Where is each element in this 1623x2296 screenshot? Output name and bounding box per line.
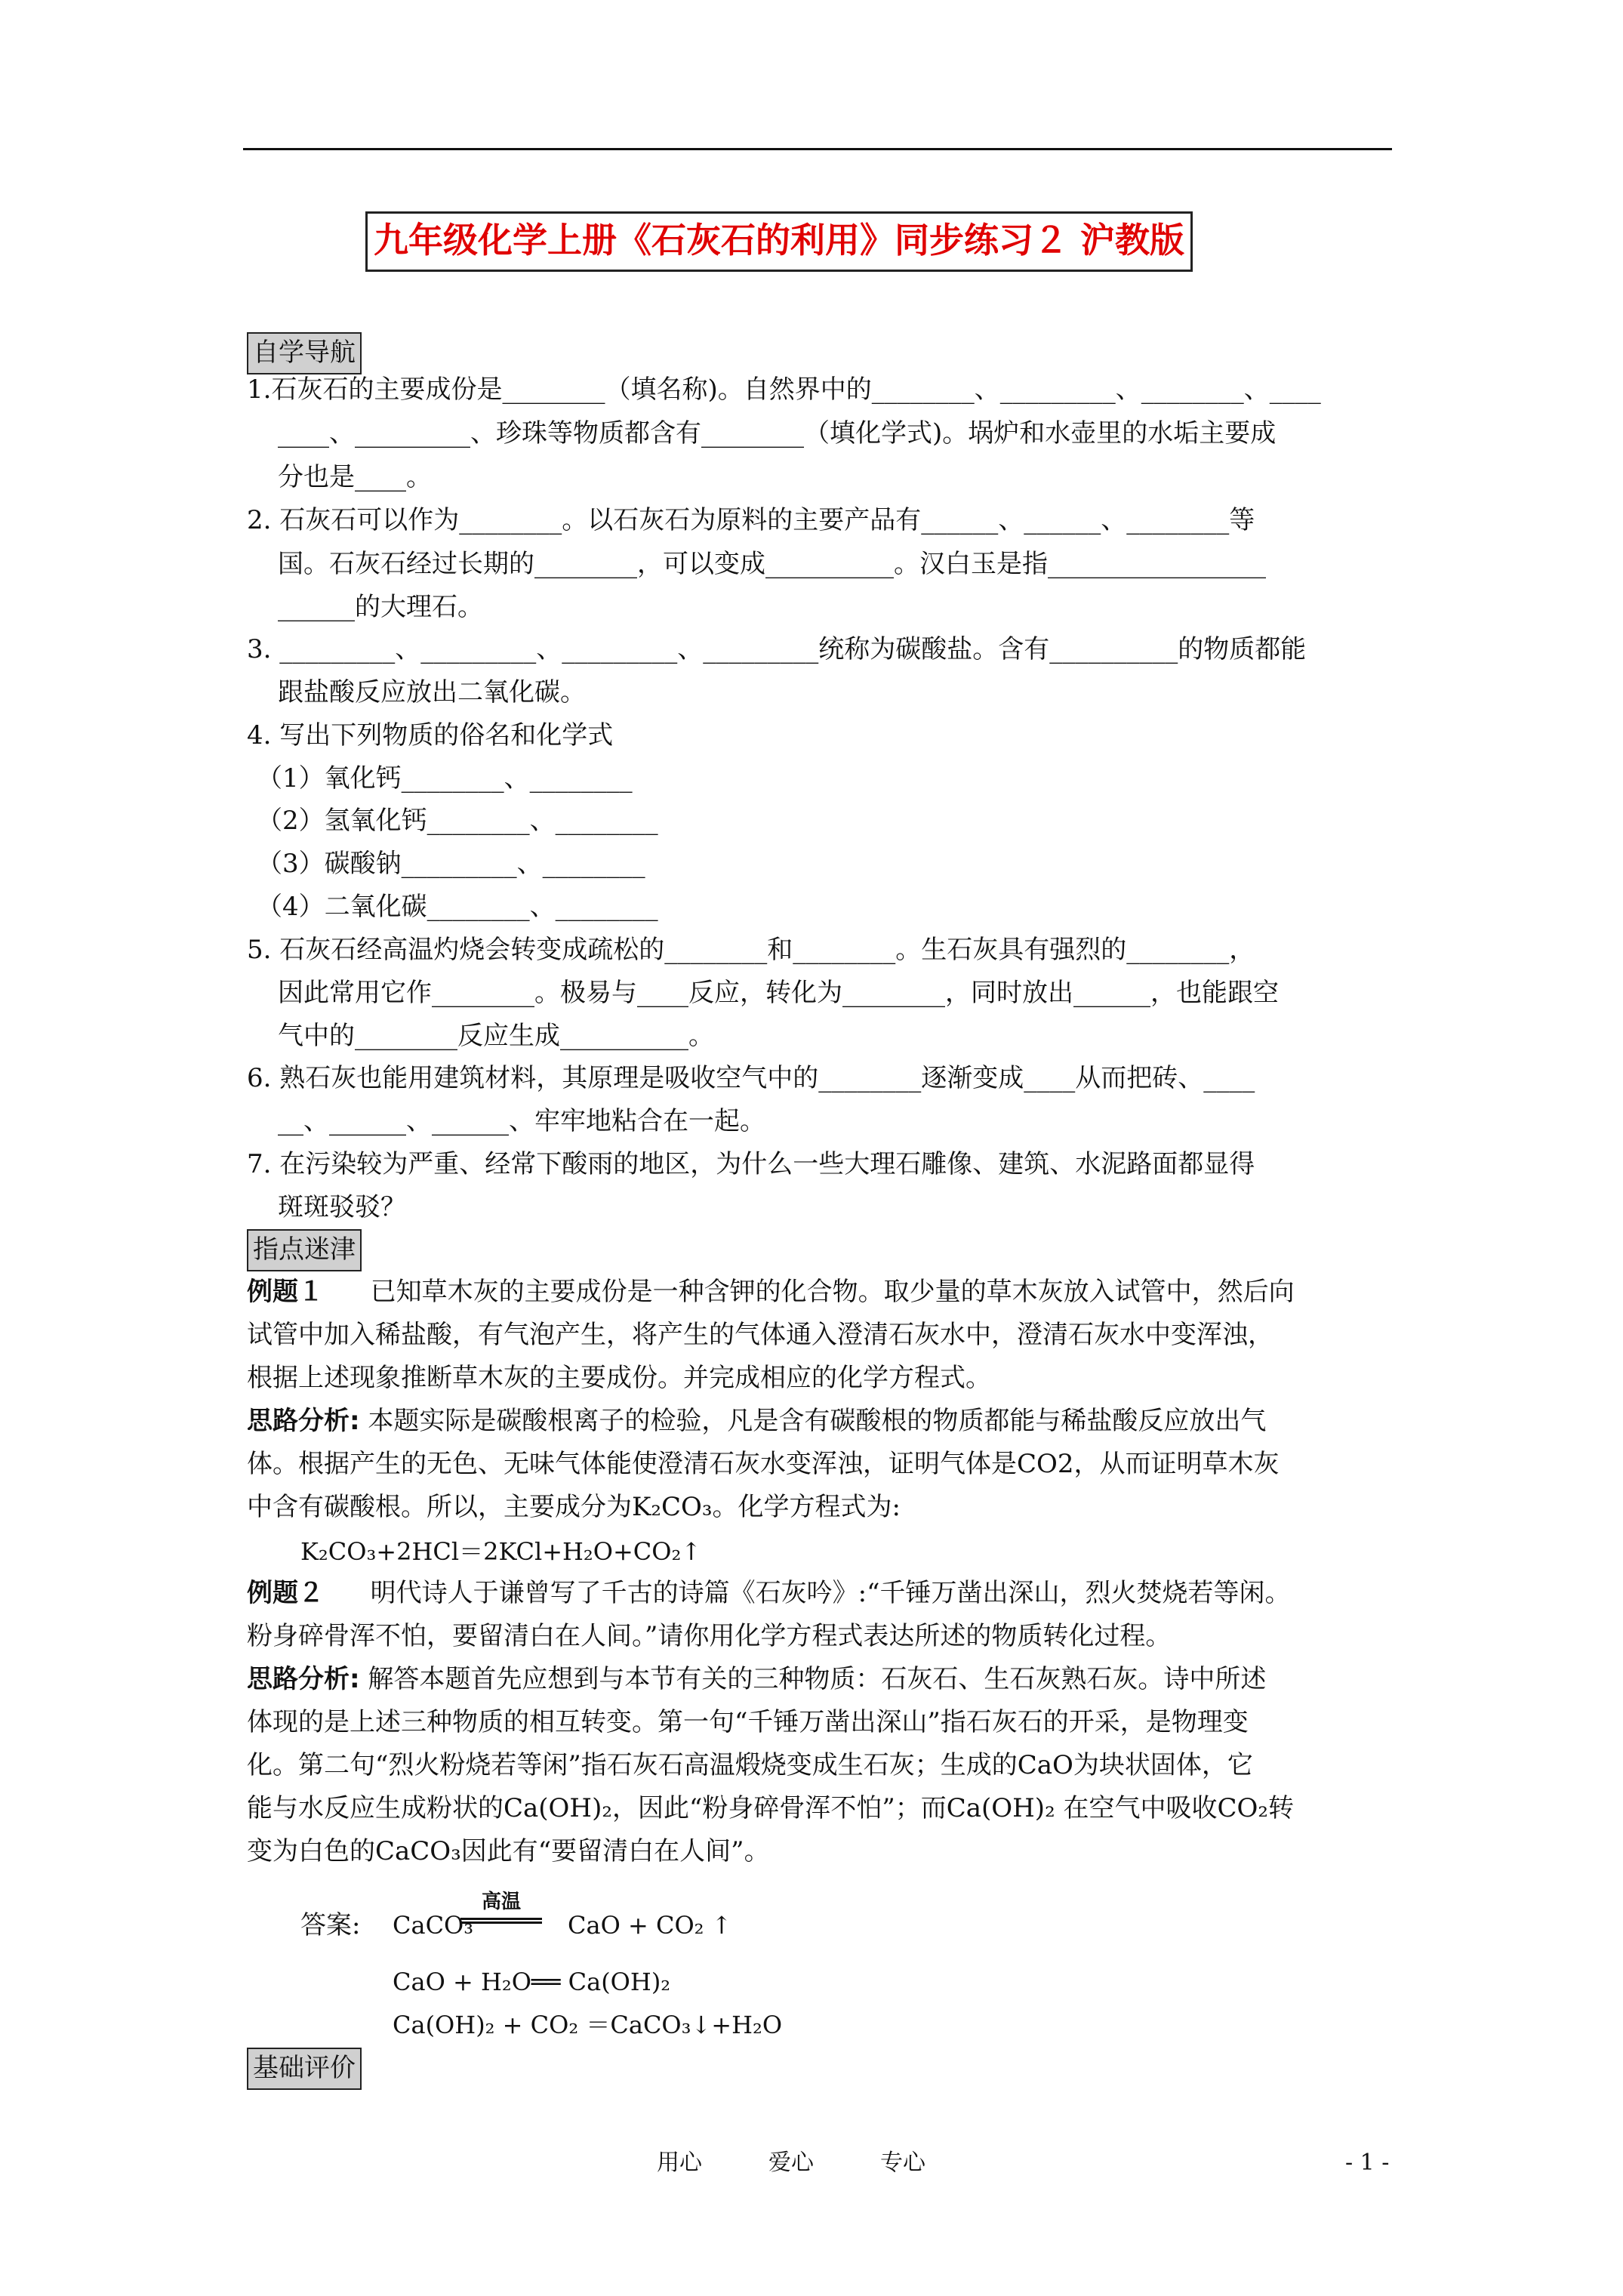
header-rule bbox=[243, 148, 1392, 150]
q5-line3: 气中的________反应生成__________。 bbox=[278, 1021, 714, 1051]
q1-line1: 1.石灰石的主要成份是________（填名称)。自然界中的________、_________、________、____ bbox=[247, 374, 1321, 405]
example2-analysis-line3: 化。第二句“烈火粉烧若等闲”指石灰石高温煅烧变成生石灰；生成的CaO为块状固体，它 bbox=[247, 1750, 1253, 1780]
example2-label: 例题２ bbox=[247, 1578, 324, 1608]
q7-line1: 7. 在污染较为严重、经常下酸雨的地区，为什么一些大理石雕像、建筑、水泥路面都显得 bbox=[247, 1149, 1255, 1179]
answer-eq1-right: CaO + CO₂ ↑ bbox=[568, 1911, 732, 1940]
example1-line3: 根据上述现象推断草木灰的主要成份。并完成相应的化学方程式。 bbox=[247, 1363, 991, 1393]
example2-line1 bbox=[247, 1578, 1290, 1608]
answer-eq2: CaO + H₂O══ Ca(OH)₂ bbox=[393, 1968, 671, 1996]
example1-analysis-line2: 体。根据产生的无色、无味气体能使澄清石灰水变浑浊，证明气体是CO2，从而证明草木灰 bbox=[247, 1449, 1280, 1479]
q2-line2: 国。石灰石经过长期的________，可以变成__________。汉白玉是指_________________ bbox=[278, 549, 1266, 579]
answer-label: 答案: bbox=[300, 1910, 361, 1940]
q1-line2: ____、_________、珍珠等物质都含有________（填化学式)。埚炉和水壶里的水垢主要成 bbox=[278, 418, 1277, 448]
answer-eq3: Ca(OH)₂ + CO₂ ＝CaCO₃↓+H₂O bbox=[393, 2011, 783, 2039]
q4-line1: 4. 写出下列物质的俗名和化学式 bbox=[247, 720, 614, 750]
answer-eq1-left: CaCO₃ bbox=[393, 1911, 474, 1940]
example1-analysis-line1 bbox=[247, 1406, 1266, 1436]
example2-analysis-line2: 体现的是上述三种物质的相互转变。第一句“千锤万凿出深山”指石灰石的开采，是物理变 bbox=[247, 1707, 1249, 1737]
q3-line2: 跟盐酸反应放出二氧化碳。 bbox=[278, 677, 586, 707]
q1-line3: 分也是____。 bbox=[278, 462, 432, 492]
example2-analysis-line4: 能与水反应生成粉状的Ca(OH)₂，因此“粉身碎骨浑不怕”；而Ca(OH)₂ 在空气中吸收CO₂转 bbox=[247, 1793, 1295, 1823]
q6-line1: 6. 熟石灰也能用建筑材料，其原理是吸收空气中的________逐渐变成____从而把砖、____ bbox=[247, 1063, 1255, 1093]
section-guidance: 指点迷津 bbox=[247, 1229, 362, 1271]
q2-line3: ______的大理石。 bbox=[278, 592, 483, 622]
page-number: - 1 - bbox=[1345, 2150, 1390, 2176]
example2-analysis-line1 bbox=[247, 1664, 1266, 1694]
q5-line2: 因此常用它作________。极易与____反应，转化为________，同时放出______，也能跟空 bbox=[278, 978, 1279, 1008]
example1-line1 bbox=[247, 1277, 1295, 1307]
answer-eq1-arrow bbox=[460, 1918, 542, 1924]
q3-line1: 3. _________、_________、_________、_________统称为碳酸盐。含有__________的物质都能 bbox=[247, 634, 1307, 664]
example2-text1: 明代诗人于谦曾写了千古的诗篇《石灰吟》:“千锤万凿出深山，烈火焚烧若等闲。 bbox=[370, 1578, 1291, 1608]
example1-analysis-text1: 本题实际是碳酸根离子的检验，凡是含有碳酸根的物质都能与稀盐酸反应放出气 bbox=[368, 1406, 1267, 1436]
q2-line1: 2. 石灰石可以作为________。以石灰石为原料的主要产品有______、______、________等 bbox=[247, 505, 1255, 535]
section-basic-eval: 基础评价 bbox=[247, 2048, 362, 2090]
q4-item2: （2）氢氧化钙________、________ bbox=[257, 806, 658, 836]
q6-line2: __、______、______、牢牢地粘合在一起。 bbox=[278, 1106, 765, 1136]
footer-word-1: 用心 bbox=[657, 2150, 702, 2176]
footer-word-3: 专心 bbox=[880, 2150, 925, 2176]
example2-analysis-label: 思路分析: bbox=[247, 1664, 360, 1694]
example1-label: 例题１ bbox=[247, 1277, 324, 1307]
answer-eq1-condition: 高温 bbox=[482, 1891, 522, 1913]
example1-line2: 试管中加入稀盐酸，有气泡产生，将产生的气体通入澄清石灰水中，澄清石灰水中变浑浊， bbox=[247, 1320, 1273, 1350]
example1-analysis-line3: 中含有碳酸根。所以，主要成分为K₂CO₃。化学方程式为: bbox=[247, 1492, 901, 1522]
example2-analysis-text1: 解答本题首先应想到与本节有关的三种物质：石灰石、生石灰熟石灰。诗中所述 bbox=[368, 1664, 1267, 1694]
section-self-study: 自学导航 bbox=[247, 332, 362, 374]
q4-item1: （1）氧化钙________、________ bbox=[257, 763, 633, 794]
q4-item3: （3）碳酸钠_________、________ bbox=[257, 849, 645, 879]
q4-item4: （4）二氧化碳________、________ bbox=[257, 892, 658, 922]
example1-analysis-label: 思路分析: bbox=[247, 1406, 360, 1436]
example1-text1: 已知草木灰的主要成份是一种含钾的化合物。取少量的草木灰放入试管中，然后向 bbox=[370, 1277, 1295, 1307]
q5-line1: 5. 石灰石经高温灼烧会转变成疏松的________和________。生石灰具有强烈的________， bbox=[247, 935, 1255, 965]
example1-equation: K₂CO₃+2HCl＝2KCl+H₂O+CO₂↑ bbox=[300, 1537, 702, 1566]
page-title: 九年级化学上册《石灰石的利用》同步练习２ 沪教版 bbox=[365, 211, 1193, 272]
example2-analysis-line5: 变为白色的CaCO₃因此有“要留清白在人间”。 bbox=[247, 1836, 770, 1866]
footer-word-2: 爱心 bbox=[768, 2150, 814, 2176]
example2-line2: 粉身碎骨浑不怕，要留清白在人间。”请你用化学方程式表达所述的物质转化过程。 bbox=[247, 1621, 1172, 1651]
q7-line2: 斑斑驳驳？ bbox=[278, 1192, 406, 1222]
